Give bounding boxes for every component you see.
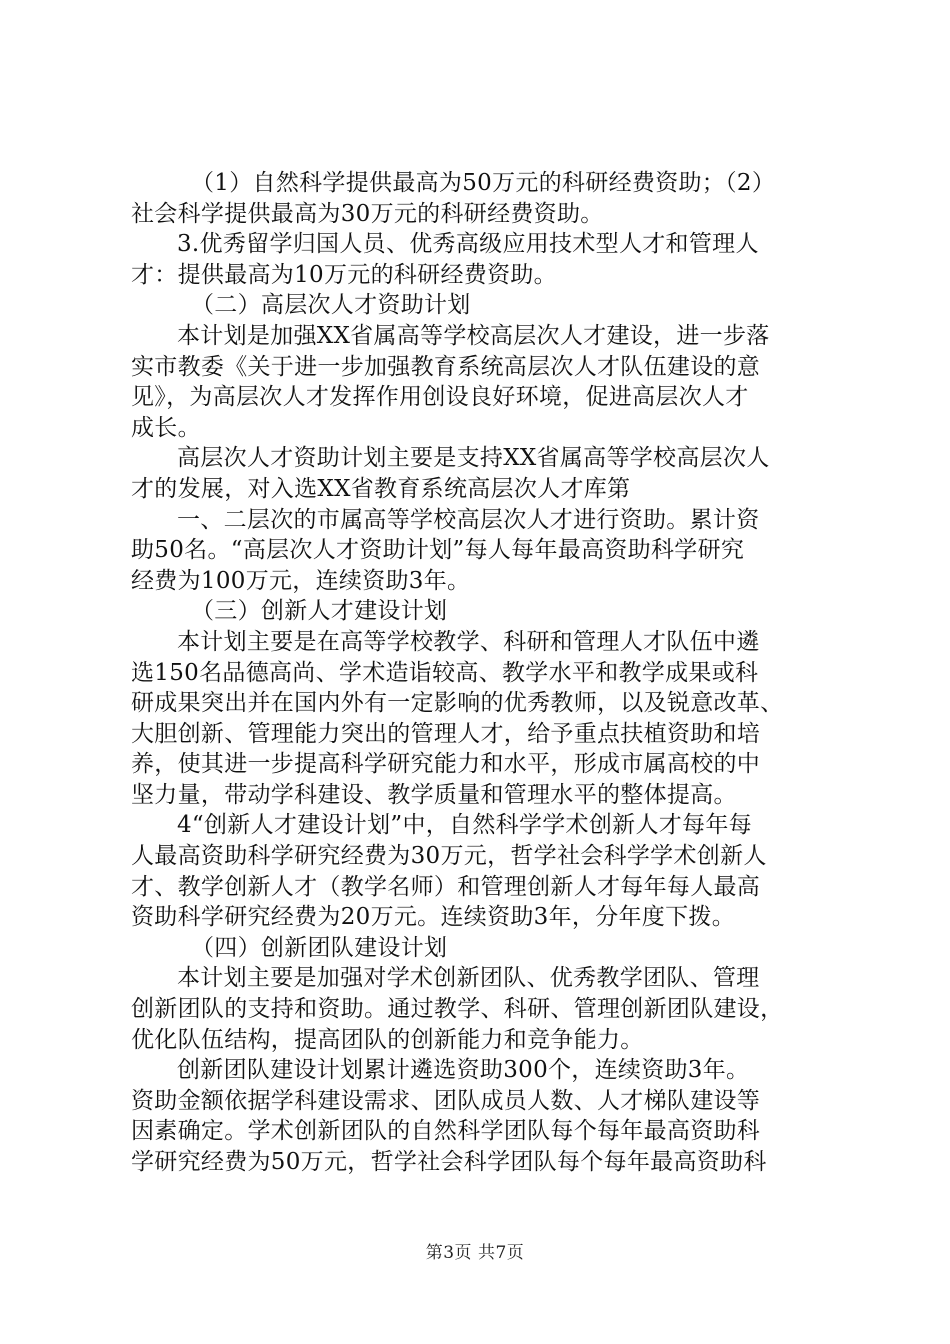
text-line: 3.优秀留学归国人员、优秀高级应用技术型人才和管理人 — [177, 231, 759, 258]
text-line: （四）创新团队建设计划 — [191, 934, 448, 961]
text-line: 养，使其进一步提高科学研究能力和水平，形成市属高校的中 — [131, 751, 761, 778]
text-line: （二）高层次人才资助计划 — [191, 292, 471, 319]
text-line: 本计划是加强XX省属高等学校高层次人才建设，进一步落 — [177, 322, 770, 349]
text-line: 坚力量，带动学科建设、教学质量和管理水平的整体提高。 — [131, 781, 737, 808]
text-line: 经费为100万元，连续资助3年。 — [131, 567, 471, 594]
text-line: 本计划主要是加强对学术创新团队、优秀教学团队、管理 — [177, 965, 760, 992]
text-line: 优化队伍结构，提高团队的创新能力和竞争能力。 — [131, 1026, 644, 1053]
text-line: 大胆创新、管理能力突出的管理人才，给予重点扶植资助和培 — [131, 720, 761, 747]
text-line: 研成果突出并在国内外有一定影响的优秀教师，以及锐意改革、 — [131, 690, 784, 717]
text-line: 创新团队建设计划累计遴选资助300个，连续资助3年。 — [177, 1057, 750, 1084]
text-line: 人最高资助科学研究经费为30万元，哲学社会科学学术创新人 — [131, 843, 767, 870]
text-line: 资助科学研究经费为20万元。连续资助3年，分年度下拨。 — [131, 904, 735, 931]
text-line: 选150名品德高尚、学术造诣较高、教学水平和教学成果或科 — [131, 659, 759, 686]
text-line: 因素确定。学术创新团队的自然科学团队每个每年最高资助科 — [131, 1118, 761, 1145]
text-line: 创新团队的支持和资助。通过教学、科研、管理创新团队建设， — [131, 996, 784, 1023]
text-line: （1）自然科学提供最高为50万元的科研经费资助；（2） — [191, 170, 776, 196]
document-body — [131, 168, 831, 1178]
text-line: 成长。 — [131, 414, 201, 441]
text-line: 社会科学提供最高为30万元的科研经费资助。 — [131, 200, 604, 227]
text-line: （三）创新人才建设计划 — [191, 598, 448, 625]
page-number-footer: 第3页 共7页 — [425, 1243, 525, 1263]
text-line: 才、教学创新人才（教学名师）和管理创新人才每年每人最高 — [131, 873, 761, 900]
text-line: 一、二层次的市属高等学校高层次人才进行资助。累计资 — [177, 506, 760, 533]
text-line: 高层次人才资助计划主要是支持XX省属高等学校高层次人 — [177, 445, 770, 472]
text-line: 才：提供最高为10万元的科研经费资助。 — [131, 261, 557, 288]
text-line: 资助金额依据学科建设需求、团队成员人数、人才梯队建设等 — [131, 1087, 761, 1114]
text-line: 见》，为高层次人才发挥作用创设良好环境，促进高层次人才 — [131, 384, 749, 411]
text-line: 实市教委《关于进一步加强教育系统高层次人才队伍建设的意 — [131, 353, 761, 380]
text-line: 4“创新人才建设计划”中，自然科学学术创新人才每年每 — [177, 812, 752, 839]
text-line: 本计划主要是在高等学校教学、科研和管理人才队伍中遴 — [177, 628, 760, 655]
text-line: 助50名。“高层次人才资助计划”每人每年最高资助科学研究 — [131, 537, 745, 564]
text-line: 学研究经费为50万元，哲学社会科学团队每个每年最高资助科 — [131, 1149, 767, 1175]
text-line: 才的发展，对入选XX省教育系统高层次人才库第 — [131, 475, 631, 502]
